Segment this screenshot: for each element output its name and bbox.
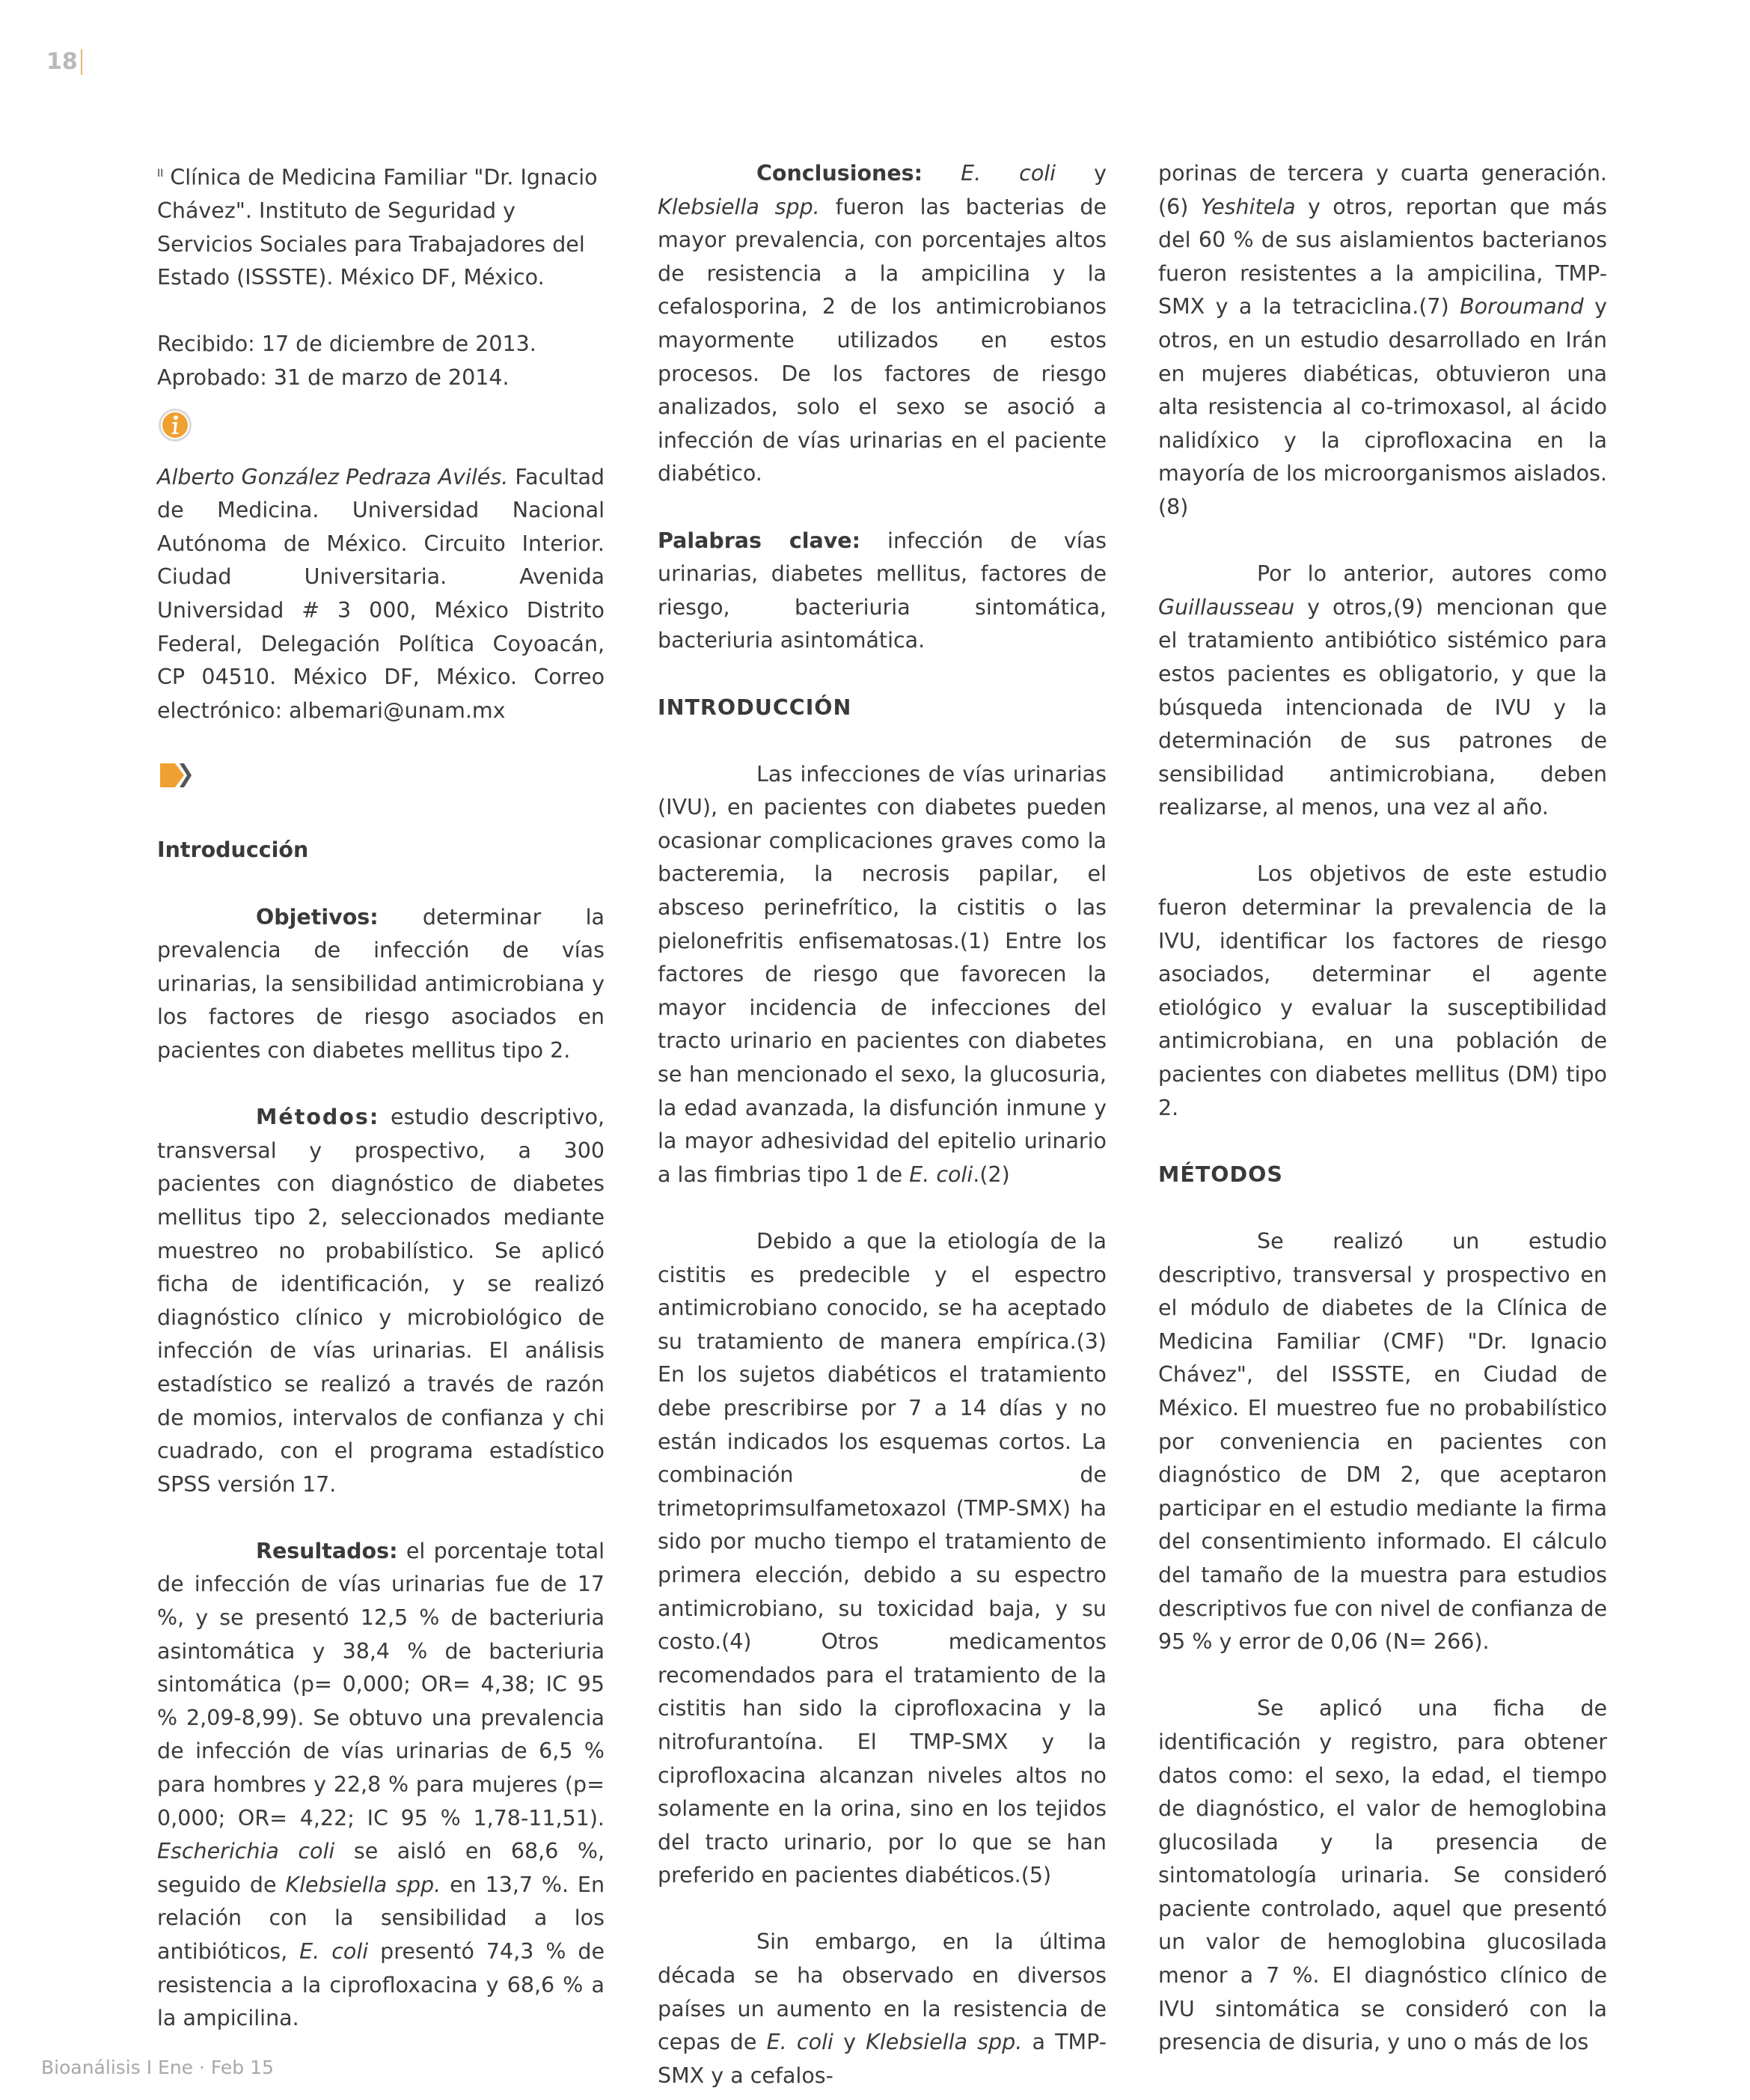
col3-paragraph-1: porinas de tercera y cuarta generación.(6) Yeshitela y otros, reportan que más del 60 % de sus aislamientos bacterianos fueron resistentes a la ampicilina, TMP-SMX y a la tetraciclina.(7) Boroumand y otros, en un estudio desarrollado en Irán en mujeres diabéticas, obtuvieron una alta resistencia al co-trimoxasol, al ácido nalidíxico y la ciprofloxacina en la mayoría de los microorganismos aislados.(8) xyxy=(1158,161,1608,519)
affiliation-mark: II xyxy=(157,168,164,180)
intro-paragraph-3: Sin embargo, en la última década se ha observado en diversos países un aumento en la resistencia de cepas de E. coli y Klebsiella spp. a TMP-SMX y a cefalos- xyxy=(658,1929,1107,2088)
intro-paragraph-1: Las infecciones de vías urinarias (IVU), en pacientes con diabetes pueden ocasionar complicaciones graves como la bacteremia, la necrosis papilar, el absceso perinefrítico, la cistitis o las pielonefritis enfisematosas.(1) Entre los factores de riesgo que favorecen la mayor incidencia de infecciones del tracto urinario en pacientes con diabetes se han mencionado el sexo, la glucosuria, la edad avanzada, la disfunción inmune y la mayor adhesividad del epitelio urinario a las fimbrias tipo 1 de E. coli.(2) xyxy=(658,761,1107,1187)
introduccion-heading: INTRODUCCIÓN xyxy=(658,695,852,720)
info-circle-icon xyxy=(157,400,605,451)
author-block xyxy=(157,461,605,728)
author-name: Alberto González Pedraza Avilés. xyxy=(157,464,509,489)
col3-paragraph-2: Por lo anterior, autores como Guillausseau y otros,(9) mencionan que el tratamiento antibiótico sistémico para estos pacientes es obligatorio, y que la búsqueda intencionada de IVU y la determinación de sus patrones de sensibilidad antimicrobiana, deben realizarse, al menos, una vez al año. xyxy=(1158,561,1608,820)
metodos-heading: MÉTODOS xyxy=(1158,1162,1283,1187)
affiliation: $^{II}$ Clínica de Medicina Familiar "Dr. Ignacio Chávez". Instituto de Seguridad y Servicios Sociales para Trabajadores del Estado (ISSSTE). México DF, México. xyxy=(157,165,598,290)
column-2 xyxy=(658,157,1107,2093)
author-details: Facultad de Medicina. Universidad Nacional Autónoma de México. Circuito Interior. Ciudad Universitaria. Avenida Universidad # 3 000, México Distrito Federal, Delegación Política Coyoacán, CP 04510. México DF, México. Correo electrónico: albemari@unam.mx xyxy=(157,464,605,723)
resultados-paragraph: Resultados: el porcentaje total de infección de vías urinarias fue de 17 %, y se presentó 12,5 % de bacteriuria asintomática y 38,4 % de bacteriuria sintomática (p= 0,000; OR= 4,38; IC 95 % 2,09-8,99). Se obtuvo una prevalencia de infección de vías urinarias de 6,5 % para hombres y 22,8 % para mujeres (p= 0,000; OR= 4,22; IC 95 % 1,78-11,51). Escherichia coli se aisló en 68,6 %, seguido de Klebsiella spp. en 13,7 %. En relación con la sensibilidad a los antibióticos, E. coli presentó 74,3 % de resistencia a la ciprofloxacina y 68,6 % a la ampicilina. xyxy=(157,1538,605,2031)
double-chevron-right-icon xyxy=(157,750,605,801)
received-date: Recibido: 17 de diciembre de 2013. xyxy=(157,332,536,357)
keywords-paragraph: Palabras clave: infección de vías urinarias, diabetes mellitus, factores de riesgo, bacteriuria sintomática, bacteriuria asintomática. xyxy=(658,528,1107,653)
footer: Bioanálisis I Ene · Feb 15 xyxy=(41,2057,274,2078)
intro-paragraph-2: Debido a que la etiología de la cistitis es predecible y el espectro antimicrobiano conocido, se ha aceptado su tratamiento de manera empírica.(3) En los sujetos diabéticos el tratamiento debe prescribirse por 7 a 14 días y no están indicados los esquemas cortos. La combinación de trimetoprimsulfametoxazol (TMP-SMX) ha sido por mucho tiempo el tratamiento de primera elección, debido a su espectro antimicrobiano, su toxicidad baja, y su costo.(4) Otros medicamentos recomendados para el tratamiento de la cistitis han sido la ciprofloxacina y la nitrofurantoína. El TMP-SMX y la ciprofloxacina alcanzan niveles altos no solamente en la orina, sino en los tejidos del tracto urinario, por lo que se han preferido en pacientes diabéticos.(5) xyxy=(658,1229,1107,1888)
column-3 xyxy=(1158,157,1607,2060)
intro-heading: Introducción xyxy=(157,837,309,863)
col3-paragraph-3: Los objetivos de este estudio fueron determinar la prevalencia de la IVU, identificar los factores de riesgo asociados, determinar el agente etiológico y evaluar la susceptibilidad antimicrobiana, en una población de pacientes con diabetes mellitus (DM) tipo 2. xyxy=(1158,861,1607,1120)
objetivos-paragraph: Objetivos: determinar la prevalencia de infección de vías urinarias, la sensibilidad antimicrobiana y los factores de riesgo asociados en pacientes con diabetes mellitus tipo 2. xyxy=(157,904,605,1063)
col3-paragraph-4: Se realizó un estudio descriptivo, transversal y prospectivo en el módulo de diabetes de la Clínica de Medicina Familiar (CMF) "Dr. Ignacio Chávez", del ISSSTE, en Ciudad de México. El muestreo fue no probabilístico por conveniencia en pacientes con diagnóstico de DM 2, que aceptaron participar en el estudio mediante la firma del consentimiento informado. El cálculo del tamaño de la muestra para estudios descriptivos fue con nivel de confianza de 95 % y error de 0,06 (N= 266). xyxy=(1158,1229,1607,1655)
approved-date: Aprobado: 31 de marzo de 2014. xyxy=(157,365,510,391)
col3-paragraph-5: Se aplicó una ficha de identificación y registro, para obtener datos como: el sexo, la edad, el tiempo de diagnóstico, el valor de hemoglobina glucosilada y la presencia de sintomatología urinaria. Se consideró paciente controlado, aquel que presentó un valor de hemoglobina glucosilada menor a 7 %. El diagnóstico clínico de IVU sintomática se consideró con la presencia de disuria, y uno o más de los xyxy=(1158,1696,1607,2055)
page-number: 18 xyxy=(46,49,82,75)
column-1 xyxy=(157,157,605,2036)
metodos-paragraph: Métodos: estudio descriptivo, transversal y prospectivo, a 300 pacientes con diagnóstico de diabetes mellitus tipo 2, seleccionados mediante muestreo no probabilístico. Se aplicó ficha de identificación, y se realizó diagnóstico clínico y microbiológico de infección de vías urinarias. El análisis estadístico se realizó a través de razón de momios, intervalos de confianza y chi cuadrado, con el programa estadístico SPSS versión 17. xyxy=(157,1105,605,1497)
conclusiones-paragraph: Conclusiones: E. coli y Klebsiella spp. fueron las bacterias de mayor prevalencia, con porcentajes altos de resistencia a la ampicilina y la cefalosporina, 2 de los antimicrobianos mayormente utilizados en estos procesos. De los factores de riesgo analizados, solo el sexo se asoció a infección de vías urinarias en el paciente diabético. xyxy=(658,161,1107,486)
